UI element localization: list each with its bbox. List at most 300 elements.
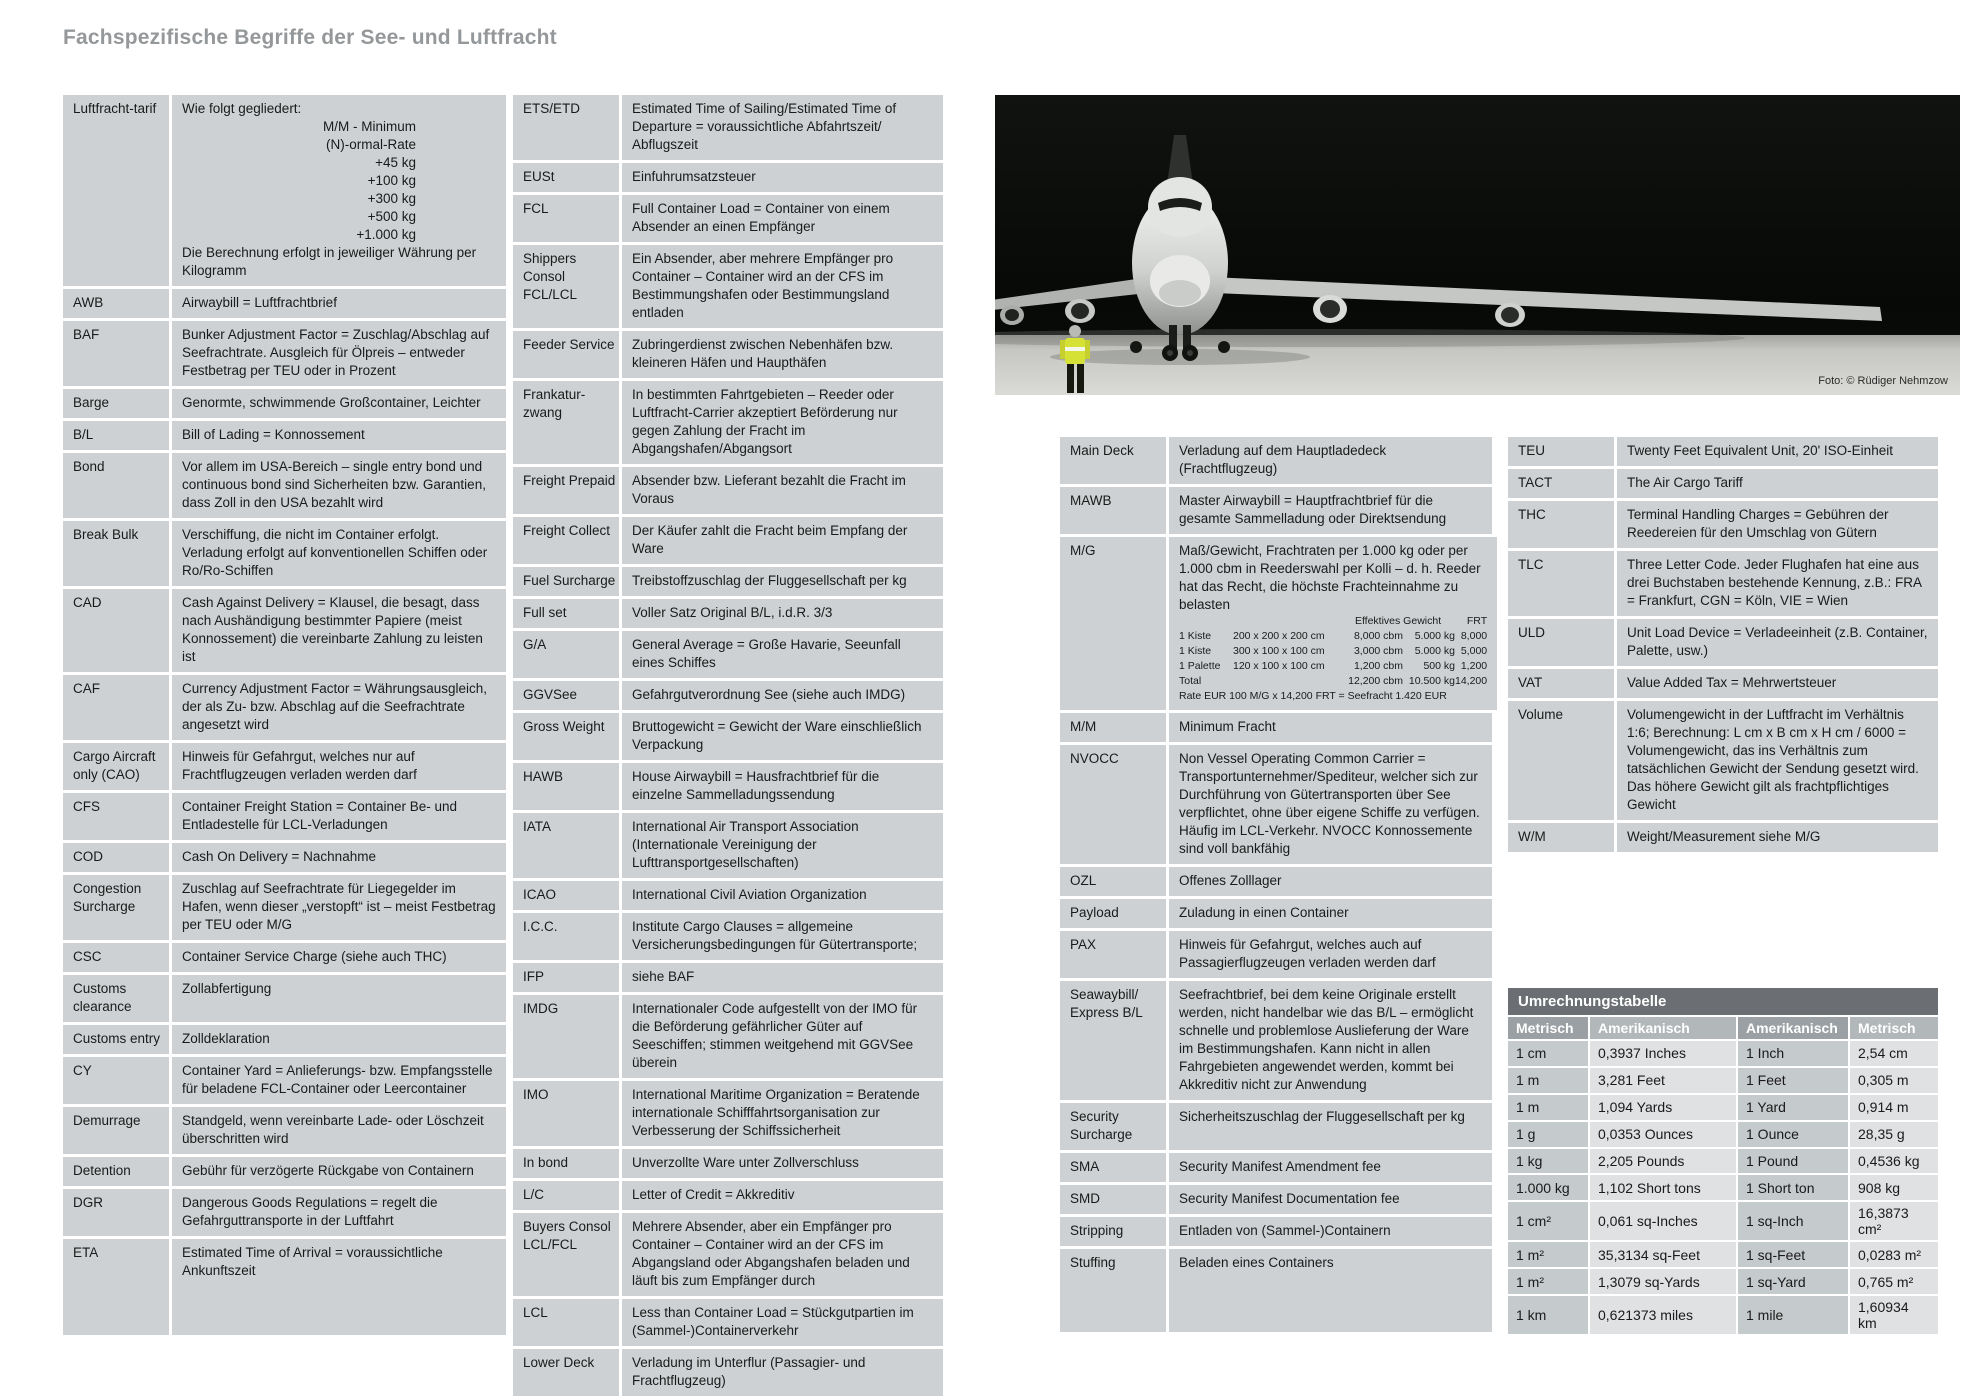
glossary-definition	[622, 631, 943, 678]
glossary-definition	[622, 1081, 943, 1146]
glossary-definition	[1169, 1249, 1492, 1332]
glossary-term: Break Bulk	[63, 521, 169, 586]
mg-cell: 200 x 200 x 200 cm	[1233, 630, 1325, 642]
definition-text: Der Käufer zahlt die Fracht beim Empfang der Ware	[632, 523, 908, 556]
definition-text: Security Manifest Amendment fee	[1179, 1159, 1381, 1174]
glossary-definition	[172, 943, 506, 972]
definition-text: Master Airwaybill = Hauptfrachtbrief für die gesamte Sammelladung oder Direktsendung	[1179, 493, 1447, 526]
glossary-row	[513, 713, 943, 760]
glossary-row	[513, 517, 943, 564]
glossary-row	[1060, 537, 1492, 710]
glossary-definition	[622, 517, 943, 564]
definition-text: Terminal Handling Charges = Gebühren der Reedereien für den Umschlag von Gütern	[1627, 507, 1889, 540]
glossary-row	[1508, 619, 1938, 666]
tariff-step: +300 kg	[367, 191, 416, 206]
definition-text: Beladen eines Containers	[1179, 1255, 1334, 1270]
glossary-definition	[1169, 981, 1492, 1100]
conversion-cell: 1 sq-Inch	[1738, 1202, 1848, 1240]
glossary-term: Customs entry	[63, 1025, 169, 1054]
glossary-row	[63, 95, 506, 286]
mg-rate-line: Rate EUR 100 M/G x 14,200 FRT = Seefracht 1.420 EUR	[1179, 690, 1447, 702]
glossary-row	[63, 589, 506, 672]
glossary-term: Lower Deck	[513, 1349, 619, 1396]
glossary-row	[1060, 1185, 1492, 1214]
glossary-term: VAT	[1508, 669, 1614, 698]
glossary-definition	[172, 875, 506, 940]
conversion-cell: 1 sq-Yard	[1738, 1269, 1848, 1294]
glossary-definition	[1169, 867, 1492, 896]
definition-text: Bruttogewicht = Gewicht der Ware einschließlich Verpackung	[632, 719, 922, 752]
glossary-definition	[172, 793, 506, 840]
glossary-term: TEU	[1508, 437, 1614, 466]
glossary-row	[63, 1107, 506, 1154]
aircraft-night-illustration	[995, 95, 1960, 395]
glossary-column-4	[1508, 437, 1938, 852]
glossary-row	[513, 163, 943, 192]
glossary-definition	[1169, 713, 1492, 742]
glossary-definition	[1617, 701, 1938, 820]
glossary-definition	[622, 245, 943, 328]
conversion-cell: 1,3079 sq-Yards	[1590, 1269, 1736, 1294]
glossary-row	[63, 675, 506, 740]
glossary-term: Frankatur-zwang	[513, 381, 619, 464]
glossary-term: Security Surcharge	[1060, 1103, 1166, 1150]
definition-text: Verladung auf dem Hauptladedeck (Frachtflugzeug)	[1179, 443, 1387, 476]
glossary-definition	[1617, 469, 1938, 498]
mg-example-table	[1179, 614, 1487, 704]
glossary-term: OZL	[1060, 867, 1166, 896]
glossary-term: Gross Weight	[513, 713, 619, 760]
definition-text: Offenes Zolllager	[1179, 873, 1282, 888]
glossary-definition	[1617, 501, 1938, 548]
definition-text: Container Freight Station = Container Be- und Entladestelle für LCL-Verladungen	[182, 799, 458, 832]
conversion-cell: 0,0283 m²	[1850, 1242, 1938, 1267]
glossary-row	[63, 289, 506, 318]
glossary-row	[513, 195, 943, 242]
glossary-definition	[622, 713, 943, 760]
definition-text: Airwaybill = Luftfrachtbrief	[182, 295, 337, 310]
photo-credit: Foto: © Rüdiger Nehmzow	[1818, 375, 1948, 387]
definition-text: Gebühr für verzögerte Rückgabe von Containern	[182, 1163, 474, 1178]
glossary-term: CY	[63, 1057, 169, 1104]
glossary-term: G/A	[513, 631, 619, 678]
definition-text: Gefahrgutverordnung See (siehe auch IMDG)	[632, 687, 906, 702]
mg-table-row	[1179, 674, 1487, 689]
glossary-term: Freight Collect	[513, 517, 619, 564]
definition-text: Zubringerdienst zwischen Nebenhäfen bzw. kleineren Häfen und Haupthäfen	[632, 337, 894, 370]
conversion-header-cell: Amerikanisch	[1738, 1017, 1848, 1039]
glossary-definition	[622, 1349, 943, 1396]
conversion-cell: 1 Short ton	[1738, 1175, 1848, 1200]
definition-text: Entladen von (Sammel-)Containern	[1179, 1223, 1391, 1238]
glossary-definition	[622, 995, 943, 1078]
glossary-term: BAF	[63, 321, 169, 386]
glossary-row	[513, 1213, 943, 1296]
definition-text: Value Added Tax = Mehrwertsteuer	[1627, 675, 1837, 690]
glossary-definition	[1617, 669, 1938, 698]
glossary-row	[1060, 899, 1492, 928]
conversion-cell: 1 m²	[1508, 1269, 1588, 1294]
glossary-definition	[172, 1057, 506, 1104]
glossary-definition	[1169, 1153, 1492, 1182]
definition-text: Institute Cargo Clauses = allgemeine Versicherungsbedingungen für Gütertransporte;	[632, 919, 918, 952]
mg-cell: 5.000 kg	[1414, 645, 1455, 657]
conversion-cell: 1 km	[1508, 1296, 1588, 1334]
glossary-term: THC	[1508, 501, 1614, 548]
conversion-table-title: Umrechnungstabelle	[1508, 988, 1938, 1015]
glossary-row	[1060, 981, 1492, 1100]
glossary-row	[513, 381, 943, 464]
glossary-definition	[1169, 1185, 1492, 1214]
glossary-row	[513, 95, 943, 160]
glossary-term: ETS/ETD	[513, 95, 619, 160]
definition-text: Three Letter Code. Jeder Flughafen hat eine aus drei Buchstaben bestehende Kennung, z.B.: FRA = Frankfurt, CGN = Köln, VIE = Wien	[1627, 557, 1922, 608]
glossary-row	[1508, 669, 1938, 698]
definition-note: Die Berechnung erfolgt in jeweiliger Währung per Kilogramm	[182, 245, 477, 278]
glossary-row	[1508, 701, 1938, 820]
glossary-row	[1060, 437, 1492, 484]
glossary-term: ETA	[63, 1239, 169, 1335]
glossary-definition	[172, 1107, 506, 1154]
glossary-term: CAF	[63, 675, 169, 740]
glossary-row	[63, 1189, 506, 1236]
conversion-header-cell: Metrisch	[1850, 1017, 1938, 1039]
conversion-cell: 16,3873 cm²	[1850, 1202, 1938, 1240]
definition-text: Zolldeklaration	[182, 1031, 270, 1046]
definition-text: Zuschlag auf Seefrachtrate für Liegegelder im Hafen, wenn dieser „verstopft“ ist – meist Festbetrag per TEU oder M/G	[182, 881, 496, 932]
glossary-definition	[172, 1189, 506, 1236]
glossary-term: Bond	[63, 453, 169, 518]
glossary-definition	[1169, 487, 1492, 534]
glossary-term: Main Deck	[1060, 437, 1166, 484]
definition-text: Cash Against Delivery = Klausel, die besagt, dass nach Aushändigung bestimmter Papiere (meist Konnossement) die vereinbarte Zahlung zu leisten ist	[182, 595, 483, 664]
glossary-term: Volume	[1508, 701, 1614, 820]
glossary-term: In bond	[513, 1149, 619, 1178]
mg-cell: 1 Kiste	[1179, 645, 1212, 657]
glossary-term: M/M	[1060, 713, 1166, 742]
definition-text: Currency Adjustment Factor = Währungsausgleich, der als Zu- bzw. Abschlag auf die Seefrachtrate angesetzt wird	[182, 681, 488, 732]
glossary-row	[63, 1057, 506, 1104]
glossary-definition	[622, 567, 943, 596]
glossary-term: Customs clearance	[63, 975, 169, 1022]
glossary-definition	[1169, 1103, 1492, 1150]
mg-cell	[1233, 674, 1345, 689]
glossary-row	[1060, 713, 1492, 742]
definition-text: Security Manifest Documentation fee	[1179, 1191, 1400, 1206]
conversion-row	[1508, 1269, 1938, 1294]
glossary-term: IATA	[513, 813, 619, 878]
conversion-cell: 1.000 kg	[1508, 1175, 1588, 1200]
conversion-row	[1508, 1296, 1938, 1334]
glossary-definition	[622, 381, 943, 464]
conversion-cell: 1 m	[1508, 1068, 1588, 1093]
conversion-cell: 1,094 Yards	[1590, 1095, 1736, 1120]
conversion-cell: 0,914 m	[1850, 1095, 1938, 1120]
glossary-row	[513, 631, 943, 678]
conversion-row	[1508, 1068, 1938, 1093]
glossary-term: Barge	[63, 389, 169, 418]
definition-text: Unverzollte Ware unter Zollverschluss	[632, 1155, 859, 1170]
glossary-term: Shippers Consol FCL/LCL	[513, 245, 619, 328]
glossary-definition	[172, 1157, 506, 1186]
conversion-cell: 0,3937 Inches	[1590, 1041, 1736, 1066]
glossary-term: ULD	[1508, 619, 1614, 666]
definition-intro: Wie folgt gegliedert:	[182, 101, 302, 116]
definition-text: Estimated Time of Sailing/Estimated Time of Departure = voraussichtliche Abfahrtszeit/ Abflugszeit	[632, 101, 897, 152]
conversion-cell: 1 mile	[1738, 1296, 1848, 1334]
glossary-definition	[172, 1239, 506, 1335]
conversion-cell: 1,102 Short tons	[1590, 1175, 1736, 1200]
glossary-row	[63, 943, 506, 972]
mg-header-frt: FRT	[1466, 615, 1488, 627]
conversion-cell: 35,3134 sq-Feet	[1590, 1242, 1736, 1267]
glossary-term: NVOCC	[1060, 745, 1166, 864]
glossary-term: Freight Prepaid	[513, 467, 619, 514]
definition-text: Bill of Lading = Konnossement	[182, 427, 365, 442]
mg-cell: 8,000 cbm	[1353, 630, 1403, 642]
definition-text: International Maritime Organization = Beratende internationale Schifffahrtsorganisation zur Verbesserung der Schiffssicherheit	[632, 1087, 920, 1138]
conversion-cell: 2,205 Pounds	[1590, 1149, 1736, 1174]
mg-cell: 1 Palette	[1179, 660, 1221, 672]
glossary-term: PAX	[1060, 931, 1166, 978]
tariff-step: +1.000 kg	[356, 227, 416, 242]
tariff-step: +100 kg	[367, 173, 416, 188]
conversion-cell: 3,281 Feet	[1590, 1068, 1736, 1093]
definition-text: Hinweis für Gefahrgut, welches auch auf Passagierflugzeugen verladen werden darf	[1179, 937, 1436, 970]
glossary-term: ICAO	[513, 881, 619, 910]
glossary-row	[1508, 437, 1938, 466]
glossary-definition	[622, 1149, 943, 1178]
definition-text: Bunker Adjustment Factor = Zuschlag/Abschlag auf Seefrachtrate. Ausgleich für Ölpreis – entweder Festbetrag per TEU oder in Prozent	[182, 327, 490, 378]
glossary-definition	[1169, 537, 1497, 710]
glossary-row	[513, 881, 943, 910]
definition-text: Twenty Feet Equivalent Unit, 20' ISO-Einheit	[1627, 443, 1893, 458]
glossary-term: CFS	[63, 793, 169, 840]
glossary-row	[63, 975, 506, 1022]
glossary-term: MAWB	[1060, 487, 1166, 534]
glossary-row	[1508, 469, 1938, 498]
conversion-cell: 1,60934 km	[1850, 1296, 1938, 1334]
glossary-definition	[1617, 551, 1938, 616]
definition-text: Einfuhrumsatzsteuer	[632, 169, 756, 184]
mg-cell: 8,000	[1460, 630, 1488, 642]
conversion-row	[1508, 1242, 1938, 1267]
conversion-row	[1508, 1041, 1938, 1066]
glossary-row	[513, 913, 943, 960]
definition-text: The Air Cargo Tariff	[1627, 475, 1743, 490]
mg-cell: 14,200	[1455, 675, 1488, 687]
tariff-step: M/M - Minimum	[323, 119, 416, 134]
definition-text: Volumengewicht in der Luftfracht im Verhältnis 1:6; Berechnung: L cm x B cm x H cm / 6000 = Volumengewicht, das ins Verhältnis zum tatsächlichen Gewicht der Sendung gesetzt wird. Das höhere Gewicht gilt als frachtpflichtiges Gewicht	[1627, 707, 1919, 812]
conversion-cell: 1 m²	[1508, 1242, 1588, 1267]
glossary-term: AWB	[63, 289, 169, 318]
mg-cell: 300 x 100 x 100 cm	[1233, 645, 1325, 657]
glossary-definition	[622, 963, 943, 992]
glossary-row	[513, 681, 943, 710]
definition-text: Standgeld, wenn vereinbarte Lade- oder Löschzeit überschritten wird	[182, 1113, 484, 1146]
mg-cell: 1,200	[1460, 660, 1488, 672]
glossary-definition	[172, 389, 506, 418]
glossary-term: IMO	[513, 1081, 619, 1146]
definition-text: Absender bzw. Lieferant bezahlt die Fracht im Voraus	[632, 473, 906, 506]
glossary-row	[513, 813, 943, 878]
glossary-row	[63, 1239, 506, 1335]
glossary-definition	[622, 195, 943, 242]
mg-cell: 12,200 cbm	[1348, 675, 1403, 687]
glossary-row	[63, 743, 506, 790]
glossary-term: Congestion Surcharge	[63, 875, 169, 940]
glossary-row	[513, 467, 943, 514]
glossary-term: W/M	[1508, 823, 1614, 852]
glossary-row	[1060, 1153, 1492, 1182]
conversion-cell: 28,35 g	[1850, 1122, 1938, 1147]
glossary-term: Stuffing	[1060, 1249, 1166, 1332]
definition-text: Verladung im Unterflur (Passagier- und Frachtflugzeug)	[632, 1355, 866, 1388]
definition-text: International Civil Aviation Organization	[632, 887, 867, 902]
conversion-cell: 1 cm²	[1508, 1202, 1588, 1240]
definition-text: Dangerous Goods Regulations = regelt die Gefahrguttransporte in der Luftfahrt	[182, 1195, 438, 1228]
glossary-definition	[172, 675, 506, 740]
aircraft-photo	[995, 95, 1960, 395]
conversion-row	[1508, 1122, 1938, 1147]
conversion-cell: 2,54 cm	[1850, 1041, 1938, 1066]
glossary-term: CSC	[63, 943, 169, 972]
glossary-definition	[172, 975, 506, 1022]
mg-cell: 1 Kiste	[1179, 630, 1212, 642]
glossary-row	[1060, 1249, 1492, 1332]
glossary-row	[513, 1149, 943, 1178]
glossary-row	[63, 843, 506, 872]
tariff-step: (N)-ormal-Rate	[325, 137, 416, 152]
glossary-row	[513, 1349, 943, 1396]
conversion-table-header	[1508, 1017, 1938, 1039]
glossary-row	[1060, 745, 1492, 864]
conversion-cell: 0,621373 miles	[1590, 1296, 1736, 1334]
glossary-term: Fuel Surcharge	[513, 567, 619, 596]
definition-text: Treibstoffzuschlag der Fluggesellschaft per kg	[632, 573, 907, 588]
glossary-definition	[622, 467, 943, 514]
mg-cell: 3,000 cbm	[1353, 645, 1403, 657]
glossary-definition	[622, 1181, 943, 1210]
glossary-definition	[622, 1213, 943, 1296]
conversion-cell: 1 Pound	[1738, 1149, 1848, 1174]
conversion-cell: 908 kg	[1850, 1175, 1938, 1200]
conversion-cell: 1 Ounce	[1738, 1122, 1848, 1147]
conversion-cell: 0,061 sq-Inches	[1590, 1202, 1736, 1240]
glossary-definition	[1169, 899, 1492, 928]
glossary-row	[513, 1299, 943, 1346]
glossary-row	[63, 389, 506, 418]
glossary-term: Feeder Service	[513, 331, 619, 378]
definition-text: siehe BAF	[632, 969, 695, 984]
mg-table-row	[1179, 659, 1487, 674]
glossary-definition	[1169, 437, 1492, 484]
definition-text: Non Vessel Operating Common Carrier = Transportunternehmer/Spediteur, welcher sich zur Durchführung von Gütertransporten über See verpflichtet, ohne über eigene Schiffe zu verfügen. Häufig im LCL-Verkehr. NVOCC Konnossemente sind voll bankfähig	[1179, 751, 1480, 856]
glossary-term: FCL	[513, 195, 619, 242]
definition-text: Estimated Time of Arrival = voraussichtliche Ankunftszeit	[182, 1245, 443, 1278]
conversion-cell: 0,765 m²	[1850, 1269, 1938, 1294]
definition-text: Genormte, schwimmende Großcontainer, Leichter	[182, 395, 481, 410]
mg-table-row	[1179, 629, 1487, 644]
glossary-term: LCL	[513, 1299, 619, 1346]
glossary-term: HAWB	[513, 763, 619, 810]
glossary-term: COD	[63, 843, 169, 872]
definition-text: Weight/Measurement siehe M/G	[1627, 829, 1821, 844]
conversion-row	[1508, 1175, 1938, 1200]
glossary-row	[513, 599, 943, 628]
definition-text: Zollabfertigung	[182, 981, 272, 996]
definition-text: Seefrachtbrief, bei dem keine Originale erstellt werden, nicht handelbar wie das B/L – ermöglicht schnelle und problemlose Auslieferung der Ware im Bestimmungshafen. Kann nicht in allen Fahrgebieten angewendet werden, kommt bei Akkreditiv nicht zur Anwendung	[1179, 987, 1474, 1092]
definition-text: Minimum Fracht	[1179, 719, 1276, 734]
definition-text: International Air Transport Association (Internationale Vereinigung der Lufttransportgesellschaften)	[632, 819, 859, 870]
glossary-term: Seawaybill/ Express B/L	[1060, 981, 1166, 1100]
conversion-cell: 1 Inch	[1738, 1041, 1848, 1066]
conversion-row	[1508, 1149, 1938, 1174]
conversion-table	[1508, 988, 1938, 1334]
glossary-term: M/G	[1060, 537, 1166, 710]
glossary-term: TLC	[1508, 551, 1614, 616]
glossary-definition	[172, 521, 506, 586]
glossary-definition	[622, 763, 943, 810]
mg-cell: 10.500 kg	[1408, 675, 1455, 687]
glossary-term: EUSt	[513, 163, 619, 192]
conversion-cell: 1 cm	[1508, 1041, 1588, 1066]
glossary-term: SMA	[1060, 1153, 1166, 1182]
glossary-term: Payload	[1060, 899, 1166, 928]
glossary-row	[63, 521, 506, 586]
definition-text: Vor allem im USA-Bereich – single entry bond und continuous bond sind Sicherheiten bzw. Garantien, dass Zoll in den USA bezahlt wird	[182, 459, 486, 510]
glossary-row	[63, 1025, 506, 1054]
definition-text: Letter of Credit = Akkreditiv	[632, 1187, 795, 1202]
glossary-definition	[1617, 619, 1938, 666]
mg-table-row	[1179, 644, 1487, 659]
tariff-step: +500 kg	[367, 209, 416, 224]
glossary-row	[1060, 1217, 1492, 1246]
glossary-term: Stripping	[1060, 1217, 1166, 1246]
glossary-row	[63, 875, 506, 940]
glossary-row	[513, 567, 943, 596]
glossary-term: B/L	[63, 421, 169, 450]
glossary-row	[63, 453, 506, 518]
glossary-definition	[622, 331, 943, 378]
glossary-definition	[172, 743, 506, 790]
glossary-term: IMDG	[513, 995, 619, 1078]
glossary-term: Luftfracht-tarif	[63, 95, 169, 286]
definition-text: Unit Load Device = Verladeeinheit (z.B. Container, Palette, usw.)	[1627, 625, 1928, 658]
glossary-definition	[622, 163, 943, 192]
mg-header-weight: Effektives Gewicht	[1354, 615, 1442, 627]
glossary-definition	[172, 843, 506, 872]
definition-text: In bestimmten Fahrtgebieten – Reeder oder Luftfracht-Carrier akzeptiert Beförderung nur gegen Zahlung der Fracht im Abgangshafen/Abgangsort	[632, 387, 898, 456]
glossary-row	[1060, 1103, 1492, 1150]
glossary-column-2	[513, 95, 943, 1396]
definition-text: Mehrere Absender, aber ein Empfänger pro Container – Container wird an der CFS im Abgangsland oder Abgangshafen beladen und läuft bis zum Empfänger durch	[632, 1219, 910, 1288]
conversion-cell: 1 g	[1508, 1122, 1588, 1147]
conversion-cell: 0,305 m	[1850, 1068, 1938, 1093]
glossary-definition	[1169, 1217, 1492, 1246]
conversion-row	[1508, 1095, 1938, 1120]
glossary-definition	[1617, 437, 1938, 466]
glossary-row	[513, 763, 943, 810]
glossary-term: CAD	[63, 589, 169, 672]
conversion-cell: 1 Yard	[1738, 1095, 1848, 1120]
definition-text: General Average = Große Havarie, Seeunfall eines Schiffes	[632, 637, 901, 670]
definition-text: Hinweis für Gefahrgut, welches nur auf Frachtflugzeugen verladen werden darf	[182, 749, 417, 782]
glossary-row	[513, 1081, 943, 1146]
glossary-definition	[622, 1299, 943, 1346]
glossary-definition	[622, 599, 943, 628]
mg-table-header	[1179, 614, 1487, 629]
